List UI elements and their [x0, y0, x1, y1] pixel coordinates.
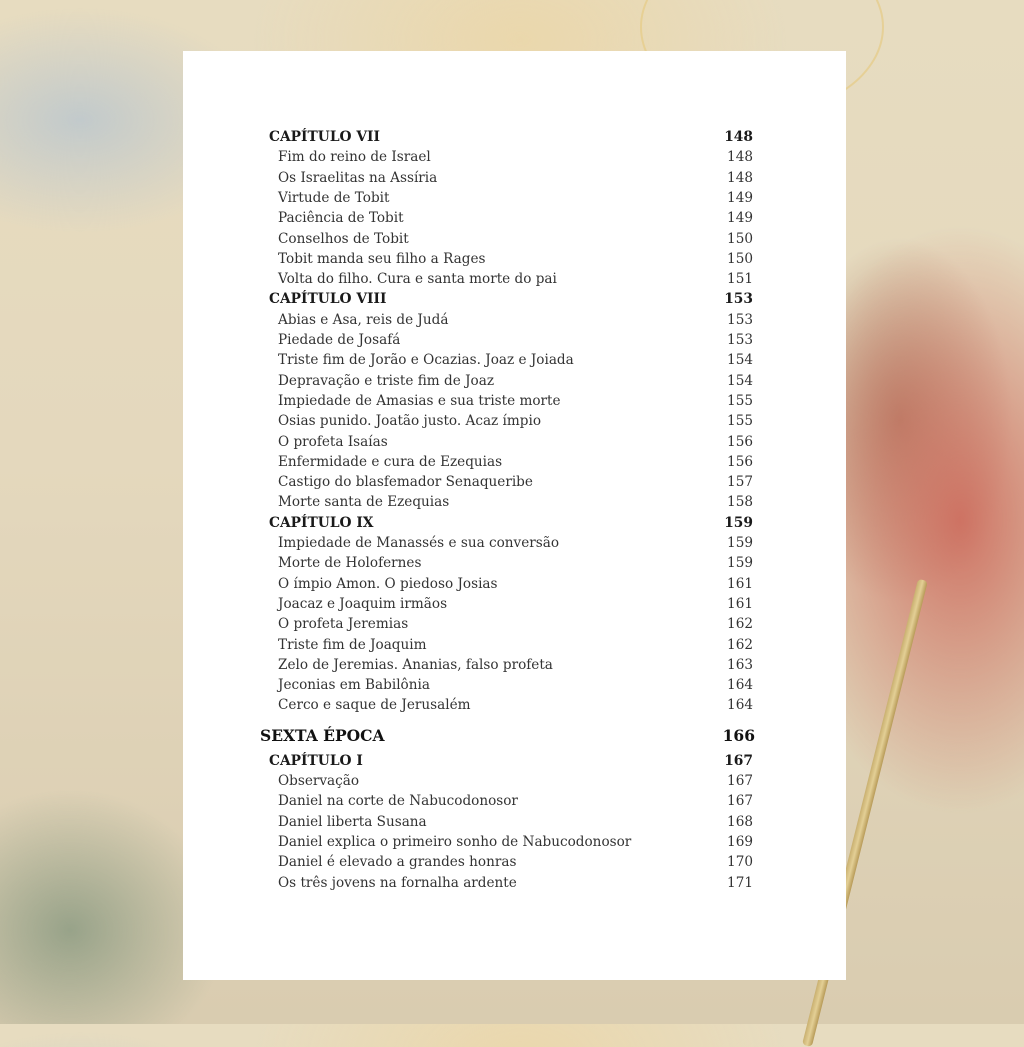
toc-entry [278, 251, 753, 271]
toc-title: Triste fim de Jorão e Ocazias. Joaz e Joiada [278, 352, 574, 369]
toc-title: CAPÍTULO IX [269, 514, 374, 531]
toc-page-number: 153 [727, 311, 753, 328]
toc-page-number: 155 [727, 413, 753, 430]
toc-entry [278, 657, 753, 677]
toc-page-number: 157 [727, 474, 753, 491]
toc-page-number: 156 [727, 433, 753, 450]
toc-title: Volta do filho. Cura e santa morte do pai [278, 271, 557, 288]
toc-page-number: 151 [727, 271, 753, 288]
toc-entry [278, 773, 753, 793]
toc-title: CAPÍTULO VII [269, 129, 380, 145]
toc-title: CAPÍTULO I [269, 752, 363, 769]
toc-entry [278, 454, 753, 474]
toc-page-number: 168 [727, 813, 753, 830]
toc-title: Os Israelitas na Assíria [278, 169, 438, 186]
toc-page-number: 166 [722, 725, 755, 745]
toc-title: Depravação e triste fim de Joaz [278, 372, 494, 389]
toc-entry [278, 352, 753, 372]
toc-page-number: 153 [727, 332, 753, 348]
toc-page-number: 171 [727, 874, 753, 891]
toc-title: Zelo de Jeremias. Ananias, falso profeta [278, 656, 553, 673]
toc-entry [278, 312, 753, 332]
toc-title: Impiedade de Amasias e sua triste morte [278, 392, 561, 409]
toc-entry [278, 814, 753, 834]
toc-page-number: 153 [724, 291, 753, 308]
toc-entry [278, 231, 753, 251]
toc-entry [278, 271, 753, 291]
toc-title: O ímpio Amon. O piedoso Josias [278, 575, 498, 592]
book-page [183, 51, 846, 980]
toc-page-number: 161 [727, 595, 753, 612]
toc-title: Virtude de Tobit [278, 189, 390, 206]
toc-title: Daniel é elevado a grandes honras [278, 854, 517, 871]
toc-title: Morte de Holofernes [278, 555, 422, 572]
toc-page-number: 149 [727, 189, 753, 206]
toc-page-number: 164 [727, 677, 753, 694]
toc-page-number: 167 [727, 773, 753, 789]
toc-chapter-heading [269, 291, 753, 311]
toc-entry [278, 793, 753, 813]
toc-chapter-heading [269, 753, 753, 773]
toc-page-number: 163 [727, 656, 753, 673]
toc-entry [278, 576, 753, 596]
toc-title: Observação [278, 773, 360, 789]
toc-title: Castigo do blasfemador Senaqueribe [278, 474, 533, 491]
toc-title: Joacaz e Joaquim irmãos [278, 595, 448, 612]
toc-entry [278, 190, 753, 210]
toc-title: Daniel explica o primeiro sonho de Nabucodonosor [278, 833, 632, 850]
toc-page-number: 154 [727, 352, 753, 369]
toc-entry [278, 875, 753, 895]
toc-entry [278, 697, 753, 717]
toc-page-number: 156 [727, 453, 753, 470]
toc-page-number: 162 [727, 636, 753, 653]
toc-entry [278, 555, 753, 575]
toc-title: CAPÍTULO VIII [269, 291, 387, 308]
toc-page-number: 167 [727, 793, 753, 810]
toc-title: O profeta Jeremias [278, 616, 409, 633]
toc-entry [278, 535, 753, 555]
toc-title: Triste fim de Joaquim [278, 636, 427, 653]
toc-entry [278, 149, 753, 169]
toc-title: Fim do reino de Israel [278, 149, 431, 166]
toc-page-number: 150 [727, 250, 753, 267]
toc-entry [278, 494, 753, 514]
toc-entry [278, 834, 753, 854]
table-of-contents [183, 51, 846, 980]
toc-chapter-heading [269, 515, 753, 535]
toc-page-number: 162 [727, 616, 753, 633]
toc-entry [278, 596, 753, 616]
toc-page-number: 159 [727, 555, 753, 572]
toc-title: Impiedade de Manassés e sua conversão [278, 535, 560, 551]
toc-entry [278, 474, 753, 494]
toc-title: Tobit manda seu filho a Rages [278, 250, 486, 267]
toc-entry [278, 637, 753, 657]
toc-page-number: 164 [727, 697, 753, 714]
toc-entry [278, 434, 753, 454]
toc-page-number: 154 [727, 372, 753, 389]
toc-title: Paciência de Tobit [278, 210, 404, 227]
toc-title: Jeconias em Babilônia [278, 677, 430, 694]
toc-page-number: 150 [727, 230, 753, 247]
toc-title: Enfermidade e cura de Ezequias [278, 453, 503, 470]
toc-page-number: 148 [727, 149, 753, 166]
toc-entry [278, 373, 753, 393]
toc-title: O profeta Isaías [278, 433, 388, 450]
toc-page-number: 148 [727, 169, 753, 186]
toc-title: Piedade de Josafá [278, 332, 401, 348]
toc-page-number: 167 [724, 752, 753, 769]
toc-entry [278, 413, 753, 433]
toc-title: Abias e Asa, reis de Judá [278, 311, 449, 328]
toc-page-number: 158 [727, 494, 753, 511]
toc-title: Morte santa de Ezequias [278, 494, 450, 511]
toc-page-number: 170 [727, 854, 753, 871]
toc-entry [278, 332, 753, 352]
toc-title: Conselhos de Tobit [278, 230, 409, 247]
toc-entry [278, 170, 753, 190]
toc-entry [278, 393, 753, 413]
toc-entry [278, 854, 753, 874]
toc-page-number: 155 [727, 392, 753, 409]
toc-page-number: 161 [727, 575, 753, 592]
toc-page-number: 149 [727, 210, 753, 227]
toc-page-number: 159 [724, 514, 753, 531]
toc-title: Cerco e saque de Jerusalém [278, 697, 471, 714]
toc-page-number: 169 [727, 833, 753, 850]
toc-page-number: 159 [727, 535, 753, 551]
toc-title: Os três jovens na fornalha ardente [278, 874, 517, 891]
toc-epoch-heading [260, 726, 755, 746]
toc-chapter-heading [269, 129, 753, 149]
toc-title: Daniel na corte de Nabucodonosor [278, 793, 518, 810]
toc-page-number: 148 [724, 129, 753, 145]
toc-title: SEXTA ÉPOCA [260, 725, 385, 745]
toc-entry [278, 677, 753, 697]
toc-title: Osias punido. Joatão justo. Acaz ímpio [278, 413, 542, 430]
toc-title: Daniel liberta Susana [278, 813, 427, 830]
toc-entry [278, 210, 753, 230]
toc-entry [278, 616, 753, 636]
